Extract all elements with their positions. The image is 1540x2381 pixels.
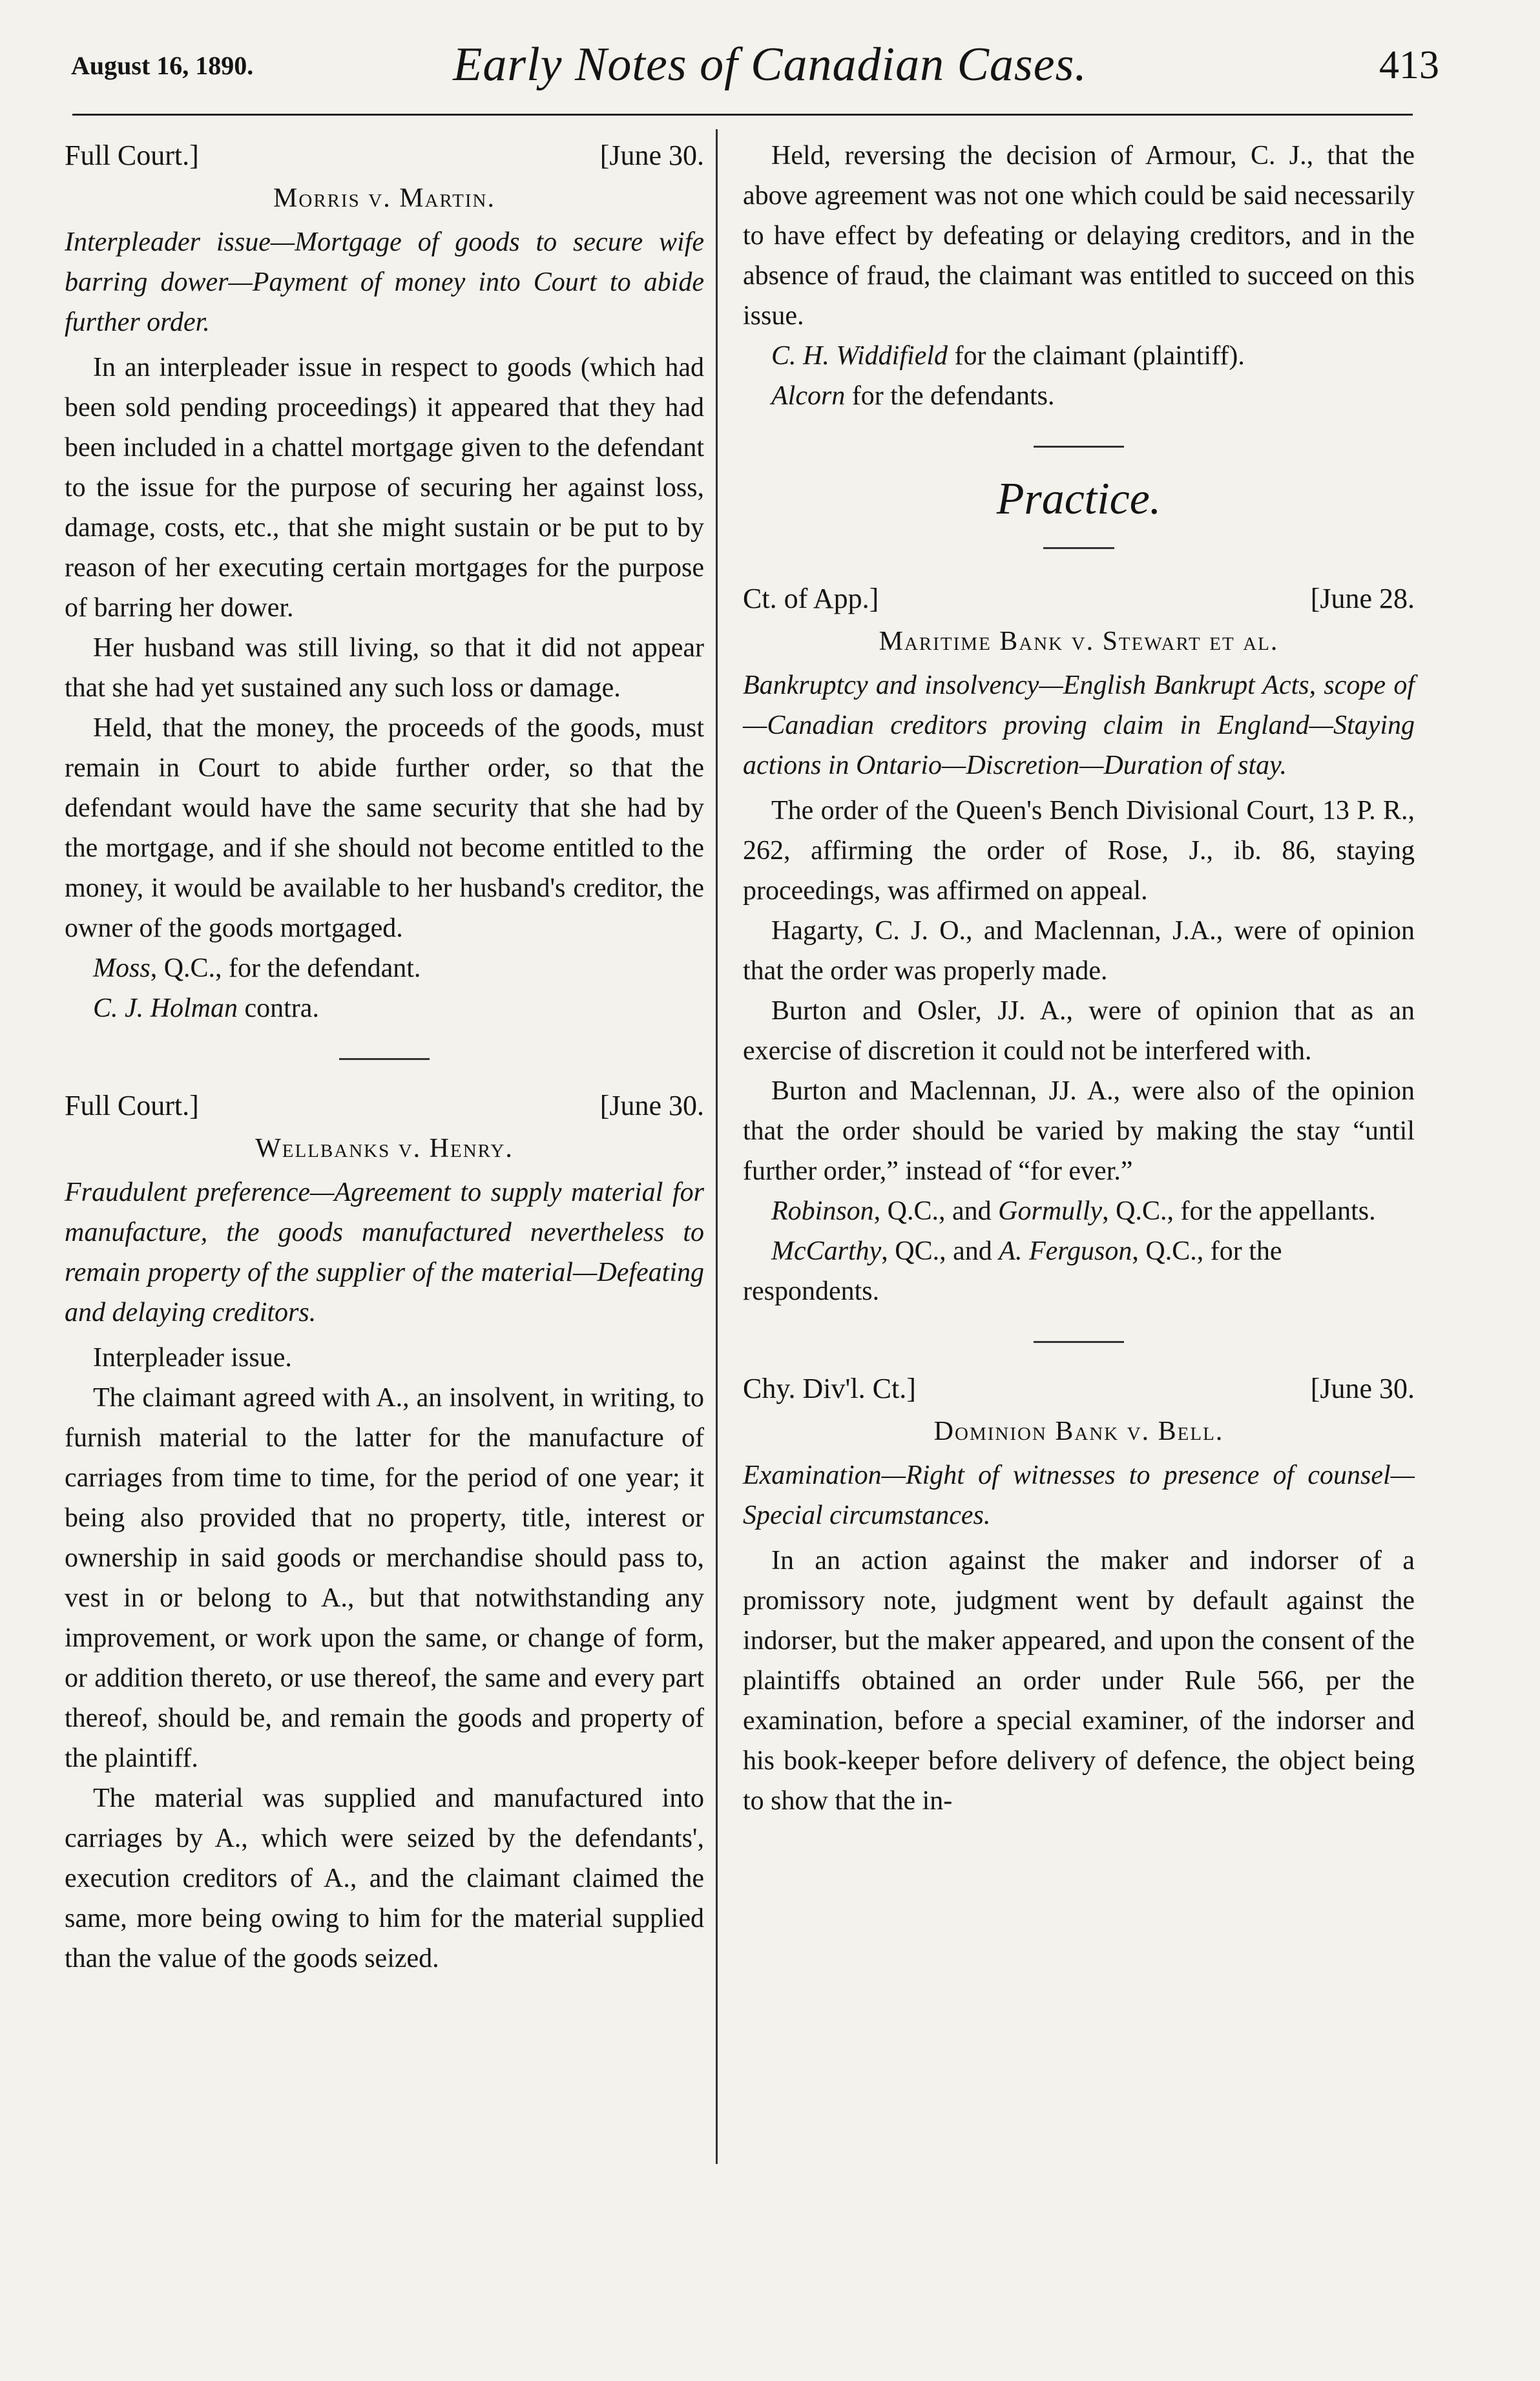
court-line (743, 579, 1415, 619)
case-title: Maritime Bank v. Stewart et al. (879, 627, 1279, 656)
case-title: Morris v. Martin. (273, 183, 495, 213)
counsel-line: C. H. Widdifield for the claimant (plaintiff). (771, 341, 1245, 371)
case-separator (339, 1058, 430, 1060)
paragraph: Interpleader issue. (93, 1343, 292, 1373)
paragraph: Held, that the money, the proceeds of the goods, must remain in Court to abide further order, so that the defendant would have the same security that she had by the mortgage, and if she should not become entitled to the money, it would be available to her husband's creditor, the owner of the goods mortgaged. (65, 713, 704, 943)
left-column (65, 136, 704, 1994)
case-wellbanks-continued (743, 136, 1415, 416)
counsel-name: Moss (93, 953, 151, 983)
paragraph: The material was supplied and manufactured into carriages by A., which were seized by the defendants', execution creditors of A., and the claimant claimed the same, more being owing to him for the material supplied than the value of the goods seized. (65, 1783, 704, 1973)
court-line (743, 1369, 1415, 1409)
paragraph: Burton and Maclennan, JJ. A., were also of the opinion that the order should be varied by making the stay “until further order,” instead of “for ever.” (743, 1076, 1415, 1186)
counsel-line: McCarthy, QC., and A. Ferguson, Q.C., for the respondents. (743, 1236, 1282, 1306)
column-divider (716, 129, 718, 2164)
counsel-name: McCarthy (771, 1236, 882, 1266)
paragraph: In an interpleader issue in respect to goods (which had been sold pending proceedings) it appeared that they had been included in a chattel mortgage given to the defendant to the issue for the purpose of securing her against loss, damage, costs, etc., that she might sustain or be put to by reason of her executing certain mortgages for the purpose of barring her dower. (65, 353, 704, 623)
court-line (65, 136, 704, 176)
counsel-line: Alcorn for the defendants. (771, 381, 1055, 411)
right-column (743, 136, 1415, 1836)
paragraph: In an action against the maker and indorser of a promissory note, judgment went by default against the indorser, but the maker appeared, and upon the consent of the plaintiffs obtained an order under Rule 566, per the examination, before a special examiner, of the indorser and his book-keeper before delivery of defence, the object being to show that the in- (743, 1546, 1415, 1816)
section-separator (1043, 547, 1114, 549)
paragraph: The order of the Queen's Bench Divisional Court, 13 P. R., 262, affirming the order of Rose, J., ib. 86, staying proceedings, was affirmed on appeal. (743, 796, 1415, 906)
case-maritime-bank-v-stewart (743, 579, 1415, 1311)
case-separator (1034, 1341, 1124, 1343)
running-title: Early Notes of Canadian Cases. (453, 38, 1087, 91)
decision-date: [June 30. (599, 140, 704, 171)
decision-date: [June 30. (1310, 1373, 1415, 1404)
court-name: Chy. Div'l. Ct.] (743, 1373, 916, 1404)
counsel-name: C. H. Widdifield (771, 341, 948, 371)
catchwords: Fraudulent preference—Agreement to supply material for manufacture, the goods manufactured nevertheless to remain property of the supplier of the material—Defeating and delaying creditors. (65, 1178, 704, 1327)
header-rule (72, 114, 1413, 116)
counsel-name: Robinson (771, 1196, 874, 1226)
counsel-name: Gormully (998, 1196, 1103, 1226)
catchwords: Examination—Right of witnesses to presence of counsel—Special circumstances. (743, 1461, 1415, 1530)
case-wellbanks-v-henry (65, 1086, 704, 1979)
counsel-line: Robinson, Q.C., and Gormully, Q.C., for the appellants. (771, 1196, 1376, 1226)
paragraph: Burton and Osler, JJ. A., were of opinion that as an exercise of discretion it could not be interfered with. (743, 996, 1415, 1066)
case-title: Dominion Bank v. Bell. (933, 1417, 1224, 1446)
case-title: Wellbanks v. Henry. (255, 1134, 514, 1163)
paragraph: The claimant agreed with A., an insolvent, in writing, to furnish material to the latter for the manufacture of carriages from time to time, for the period of one year; it being also provided that no property, title, interest or ownership in said goods or merchandise should pass to, vest in or belong to A., but that notwithstanding any improvement, or work upon the same, or change of form, or addition thereto, or use thereof, the same and every part thereof, should be, and remain the goods and property of the plaintiff. (65, 1383, 704, 1773)
paragraph: Hagarty, C. J. O., and Maclennan, J.A., were of opinion that the order was properly made. (743, 916, 1415, 986)
counsel-name: A. Ferguson (999, 1236, 1132, 1266)
header-date: August 16, 1890. (71, 51, 254, 80)
counsel-name: C. J. Holman (93, 993, 238, 1023)
court-name: Ct. of App.] (743, 583, 879, 614)
case-separator (1034, 446, 1124, 448)
court-line (65, 1086, 704, 1126)
court-name: Full Court.] (65, 140, 199, 171)
case-morris-v-martin (65, 136, 704, 1028)
catchwords: Interpleader issue—Mortgage of goods to secure wife barring dower—Payment of money into Court to abide further order. (65, 227, 704, 337)
counsel-name: Alcorn (771, 381, 846, 411)
catchwords: Bankruptcy and insolvency—English Bankrupt Acts, scope of—Canadian creditors proving claim in England—Staying actions in Ontario—Discretion—Duration of stay. (743, 671, 1415, 780)
page-number: 413 (1379, 43, 1439, 87)
counsel-line: C. J. Holman contra. (93, 993, 319, 1023)
decision-date: [June 28. (1310, 583, 1415, 614)
decision-date: [June 30. (599, 1090, 704, 1121)
case-dominion-bank-v-bell (743, 1369, 1415, 1821)
court-name: Full Court.] (65, 1090, 199, 1121)
paragraph: Held, reversing the decision of Armour, C. J., that the above agreement was not one which could be said necessarily to have effect by defeating or delaying creditors, and in the absence of fraud, the claimant was entitled to succeed on this issue. (743, 141, 1415, 331)
counsel-line: Moss, Q.C., for the defendant. (93, 953, 421, 983)
paragraph: Her husband was still living, so that it did not appear that she had yet sustained any such loss or damage. (65, 633, 704, 703)
section-heading: Practice. (996, 474, 1161, 524)
